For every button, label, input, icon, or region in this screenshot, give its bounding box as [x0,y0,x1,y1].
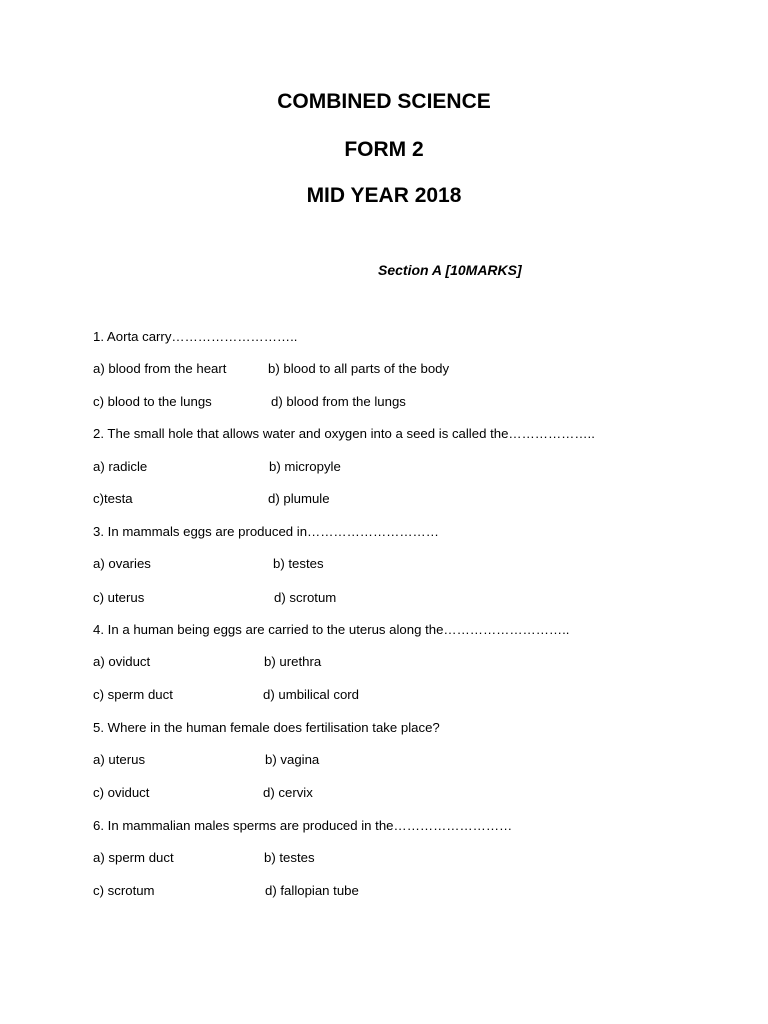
question-3-option-d: d) scrotum [274,590,337,605]
question-5-option-d: d) cervix [263,785,313,800]
question-5-text: 5. Where in the human female does fertilisation take place? [93,720,440,735]
question-3-text: 3. In mammals eggs are produced in………………………… [93,524,439,539]
question-2-option-c: c)testa [93,491,133,506]
question-3-option-c: c) uterus [93,590,145,605]
question-6-text: 6. In mammalian males sperms are produced in the……………………… [93,818,513,833]
question-6-option-c: c) scrotum [93,883,155,898]
question-5-option-b: b) vagina [265,752,320,767]
question-2-option-b: b) micropyle [269,459,341,474]
question-1-option-c: c) blood to the lungs [93,394,212,409]
section-heading: Section A [10MARKS] [378,262,522,278]
exam-title: MID YEAR 2018 [306,184,462,207]
question-4-option-b: b) urethra [264,654,322,669]
question-3-option-a: a) ovaries [93,556,151,571]
question-3-option-b: b) testes [273,556,324,571]
subject-title: COMBINED SCIENCE [277,90,491,113]
question-4-option-d: d) umbilical cord [263,687,360,702]
form-title: FORM 2 [344,138,424,161]
question-6-option-b: b) testes [264,850,315,865]
question-1-text: 1. Aorta carry……………………….. [93,329,298,344]
question-2-option-d: d) plumule [268,491,330,506]
question-4-option-c: c) sperm duct [93,687,173,702]
question-5-option-c: c) oviduct [93,785,150,800]
question-2-text: 2. The small hole that allows water and oxygen into a seed is called the……………….. [93,426,595,441]
question-5-option-a: a) uterus [93,752,146,767]
question-4-text: 4. In a human being eggs are carried to the uterus along the……………………….. [93,622,570,637]
question-2-option-a: a) radicle [93,459,148,474]
question-6-option-d: d) fallopian tube [265,883,359,898]
question-6-option-a: a) sperm duct [93,850,174,865]
question-1-option-a: a) blood from the heart [93,361,227,376]
question-4-option-a: a) oviduct [93,654,151,669]
question-1-option-d: d) blood from the lungs [271,394,406,409]
question-1-option-b: b) blood to all parts of the body [268,361,450,376]
